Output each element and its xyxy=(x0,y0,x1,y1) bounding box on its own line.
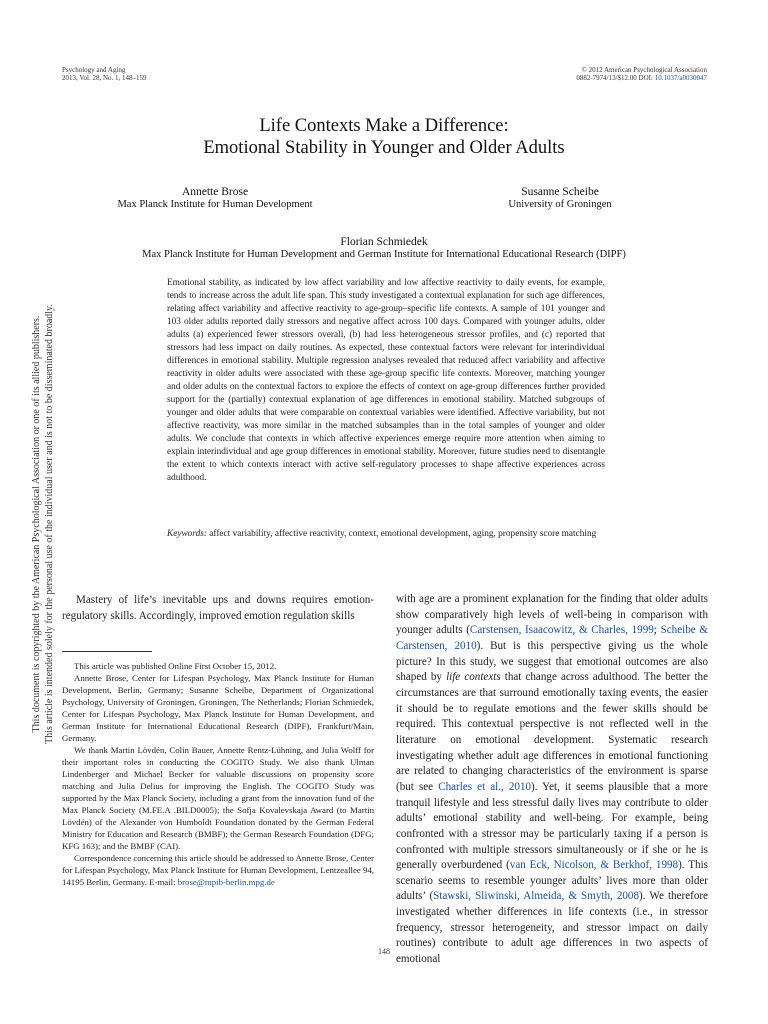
author-block-2 xyxy=(460,186,660,211)
journal-name: Psychology and Aging xyxy=(62,66,126,74)
body-text: that change across adulthood. The better the circumstances are that surround emotionally taxing events, the easier it should be to regulate emotions and the fewer skills should be required. This contextual perspective is not reflected well in the literature on emotional development. Systematic research investigating whether adult age differences in emotional functioning are related to changing characteristics of the environment is sparse (but see xyxy=(396,671,708,793)
citation-link[interactable]: Scheibe & Carstensen, 2010 xyxy=(396,624,709,652)
body-right-column xyxy=(396,592,708,968)
keywords xyxy=(167,528,605,541)
author-name: Susanne Scheibe xyxy=(521,186,599,198)
citation-link[interactable]: van Eck, Nicolson, & Berkhof, 1998 xyxy=(509,859,679,872)
running-header-left xyxy=(62,66,312,82)
journal-volume: 2013, Vol. 28, No. 1, 148–159 xyxy=(62,74,147,82)
page-number: 148 xyxy=(378,947,390,956)
author-affiliation: University of Groningen xyxy=(508,199,612,210)
footnote-correspondence xyxy=(62,852,374,888)
article-title xyxy=(60,115,708,159)
citation-link[interactable]: Charles et al., 2010 xyxy=(438,780,532,793)
issn-doi-line xyxy=(407,74,707,82)
title-line-1: Life Contexts Make a Difference: xyxy=(259,116,509,136)
citation-link[interactable]: Carstensen, Isaacowitz, & Charles, 1999 xyxy=(469,624,654,637)
author-name: Florian Schmiedek xyxy=(340,236,428,248)
body-text: with age are a prominent explanation for the finding that older adults show comparatively high levels of well-being in comparison with younger adults ( xyxy=(396,593,708,637)
author-affiliation: Max Planck Institute for Human Development xyxy=(117,199,313,210)
footnote-published: This article was published Online First October 15, 2012. xyxy=(74,661,277,671)
copyright-line: © 2012 American Psychological Association xyxy=(581,66,707,74)
running-header-right xyxy=(407,66,707,82)
author-affiliation: Max Planck Institute for Human Development and German Institute for International Educational Research (DIPF) xyxy=(142,249,626,260)
author-block-3 xyxy=(60,236,708,261)
footnote-thanks: We thank Martin Lövdén, Colin Bauer, Annette Rentz-Lühning, and Julia Wolff for their important roles in conducting the COGITO Study. We also thank Ulman Lindenberger and Michael Becker for valuable discussions on propensity score matching and Julia Delius for improving the English. The COGITO Study was supported by the Max Planck Society, including a grant from the innovation fund of the Max Planck Society (M.FE.A .BILD0005); the Sofja Kovalevskaja Award (to Martin Lövdén) of the Alexander von Humboldt Foundation donated by the German Federal Ministry for Education and Research (BMBF); the German Research Foundation (DFG; KFG 163); and the BMBF (CAI). xyxy=(62,745,374,851)
footnote-affiliations: Annette Brose, Center for Lifespan Psychology, Max Planck Institute for Human Development, Berlin, Germany; Susanne Scheibe, Department of Organizational Psychology, University of Groningen, Groningen, The Netherlands; Florian Schmiedek, Center for Lifespan Psychology, Max Planck Institute for Human Development, and German Institute for International Educational Research (DIPF), Frankfurt/Main, Germany. xyxy=(62,673,374,743)
body-text: ). But is this perspective giving us the whole picture? In this study, we suggest that emotional outcomes are also shaped by xyxy=(396,639,708,684)
keywords-text: affect variability, affective reactivity, context, emotional development, aging, propensity score matching xyxy=(209,529,597,539)
abstract: Emotional stability, as indicated by low affect variability and low affective reactivity to daily events, for example, tends to increase across the adult life span. This study investigated a contextual explanation for such age differences, relating affect variability and affective reactivity to age-group–specific life contexts. A sample of 101 younger and 103 older adults reported daily stressors and negative affect across 100 days. Compared with younger adults, older adults (a) experienced fewer stressors overall, (b) had less heterogeneous stressor profiles, and (c) reported that stressors had less impact on daily routines. As expected, these contextual factors were relevant for interindividual differences in emotional stability. Multiple regression analyses revealed that reduced affect variability and affective reactivity in older adults were associated with these age-group specific life contexts. Moreover, matching younger and older adults on the contextual factors to explore the effects of context on age-group differences further provided support for the (partially) contextual explanation of age differences in emotional stability. Matched subgroups of younger and older adults that were comparable on contextual variables were identified. Affective variability, but not affective reactivity, was more similar in the matched subsamples than in the total samples of younger and older adults. We conclude that contexts in which affective experiences emerge require more attention when aiming to explain interindividual and age group differences in emotional stability. Moreover, future studies need to disentangle the extent to which contexts interact with active self-regulatory processes to shape affective experiences across adulthood. xyxy=(167,278,605,483)
emphasis-text: life contexts xyxy=(446,671,501,684)
author-name: Annette Brose xyxy=(181,186,249,198)
citation-link[interactable]: Stawski, Sliwinski, Almeida, & Smyth, 2008 xyxy=(433,890,640,903)
keywords-label: Keywords: xyxy=(167,529,207,539)
body-text: ). This scenario seems to resemble younger adults’ lives more than older adults’ ( xyxy=(396,859,708,903)
body-text: ; xyxy=(653,624,661,637)
body-text: ). We therefore investigated whether differences in life contexts (i.e., in stressor frequency, stressor heterogeneity, and stressor impact on daily routines) contribute to adult age differences in two aspects of emotional xyxy=(396,890,708,966)
sidebar-line-1: This document is copyrighted by the American Psychological Association or one of its allied publishers. xyxy=(31,315,42,733)
sidebar-line-2: This article is intended solely for the personal use of the individual user and is not to be disseminated broadly. xyxy=(44,304,55,744)
doi-label: DOI: xyxy=(638,74,653,82)
email-link[interactable]: brose@mpib-berlin.mpg.de xyxy=(177,877,275,887)
title-line-2: Emotional Stability in Younger and Older Adults xyxy=(203,138,565,158)
doi-link[interactable]: 10.1037/a0030047 xyxy=(654,74,707,82)
body-text: ). Yet, it seems plausible that a more tranquil lifestyle and less stressful daily lives may contribute to older adults’ emotional stability and well-being. For example, being confronted with a stressor may be particularly taxing if a person is confronted with multiple stressors simultaneously or if she or he is generally overburdened ( xyxy=(396,780,708,872)
correspondence-text: Correspondence concerning this article should be addressed to Annette Brose, Center for Lifespan Psychology, Max Planck Institute for Human Development, Lentzeallee 94, 14195 Berlin, Germany. E-mail: xyxy=(62,853,374,887)
footnote-rule xyxy=(62,651,152,652)
body-left-column: Mastery of life’s inevitable ups and downs requires emotion-regulatory skills. Accordingly, improved emotion regulation skills xyxy=(62,594,374,622)
issn-price: 0882-7974/13/$12.00 xyxy=(576,74,637,82)
author-block-1 xyxy=(100,186,330,211)
footnotes xyxy=(62,660,374,888)
